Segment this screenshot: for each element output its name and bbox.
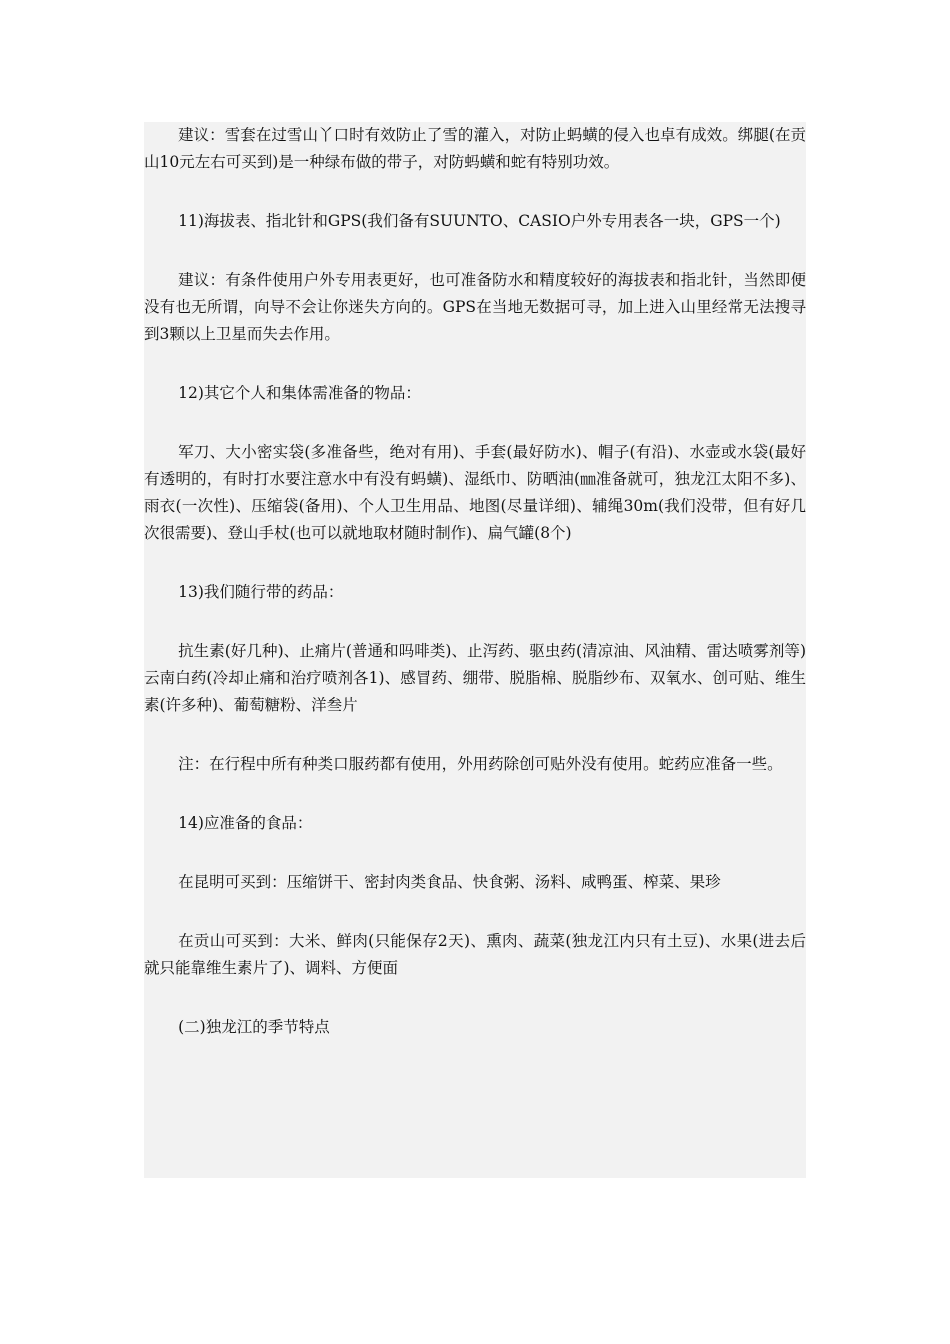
paragraph-other-items-list: 军刀、大小密实袋(多准备些，绝对有用)、手套(最好防水)、帽子(有沿)、水壶或水袋(最好有透明的，有时打水要注意水中有没有蚂蟥)、湿纸巾、防晒油(㎜准备就可，独龙江太阳不多)、雨衣(一次性)、压缩袋(备用)、个人卫生用品、地图(尽量详细)、辅绳30m(我们没带，但有好几次很需要)、登山手杖(也可以就地取材随时制作)、扁气罐(8个) <box>144 443 806 542</box>
paragraph-kunming-food: 在昆明可买到：压缩饼干、密封肉类食品、快食粥、汤料、咸鸭蛋、榨菜、果珍 <box>178 873 721 891</box>
paragraph-item-14-heading: 14)应准备的食品： <box>178 814 313 832</box>
paragraph-altimeter-advice: 建议：有条件使用户外专用表更好，也可准备防水和精度较好的海拔表和指北针，当然即便没有也无所谓，向导不会让你迷失方向的。GPS在当地无数据可寻，加上进入山里经常无法搜寻到3颗以上卫星而失去作用。 <box>144 271 806 343</box>
paragraph-item-13-heading: 13)我们随行带的药品： <box>178 583 344 601</box>
paragraph-gongshan-food: 在贡山可买到：大米、鲜肉(只能保存2天)、熏肉、蔬菜(独龙江内只有土豆)、水果(进去后就只能靠维生素片了)、调料、方便面 <box>144 932 806 977</box>
section-heading-seasons: (二)独龙江的季节特点 <box>178 1018 330 1036</box>
paragraph-medicine-list: 抗生素(好几种)、止痛片(普通和吗啡类)、止泻药、驱虫药(清凉油、风油精、雷达喷雾剂等)云南白药(冷却止痛和治疗喷剂各1)、感冒药、绷带、脱脂棉、脱脂纱布、双氧水、创可贴、维生素(许多种)、葡萄糖粉、洋叁片 <box>144 642 806 714</box>
paragraph-gaiter-advice: 建议：雪套在过雪山丫口时有效防止了雪的灌入，对防止蚂蟥的侵入也卓有成效。绑腿(在贡山10元左右可买到)是一种绿布做的带子，对防蚂蟥和蛇有特别功效。 <box>144 126 806 171</box>
paragraph-medicine-note: 注：在行程中所有种类口服药都有使用，外用药除创可贴外没有使用。蛇药应准备一些。 <box>178 755 783 773</box>
document-body <box>144 122 806 1041</box>
paragraph-item-12-heading: 12)其它个人和集体需准备的物品： <box>178 384 421 402</box>
paragraph-item-11-heading: 11)海拔表、指北针和GPS(我们备有SUUNTO、CASIO户外专用表各一块，GPS一个) <box>178 212 781 230</box>
